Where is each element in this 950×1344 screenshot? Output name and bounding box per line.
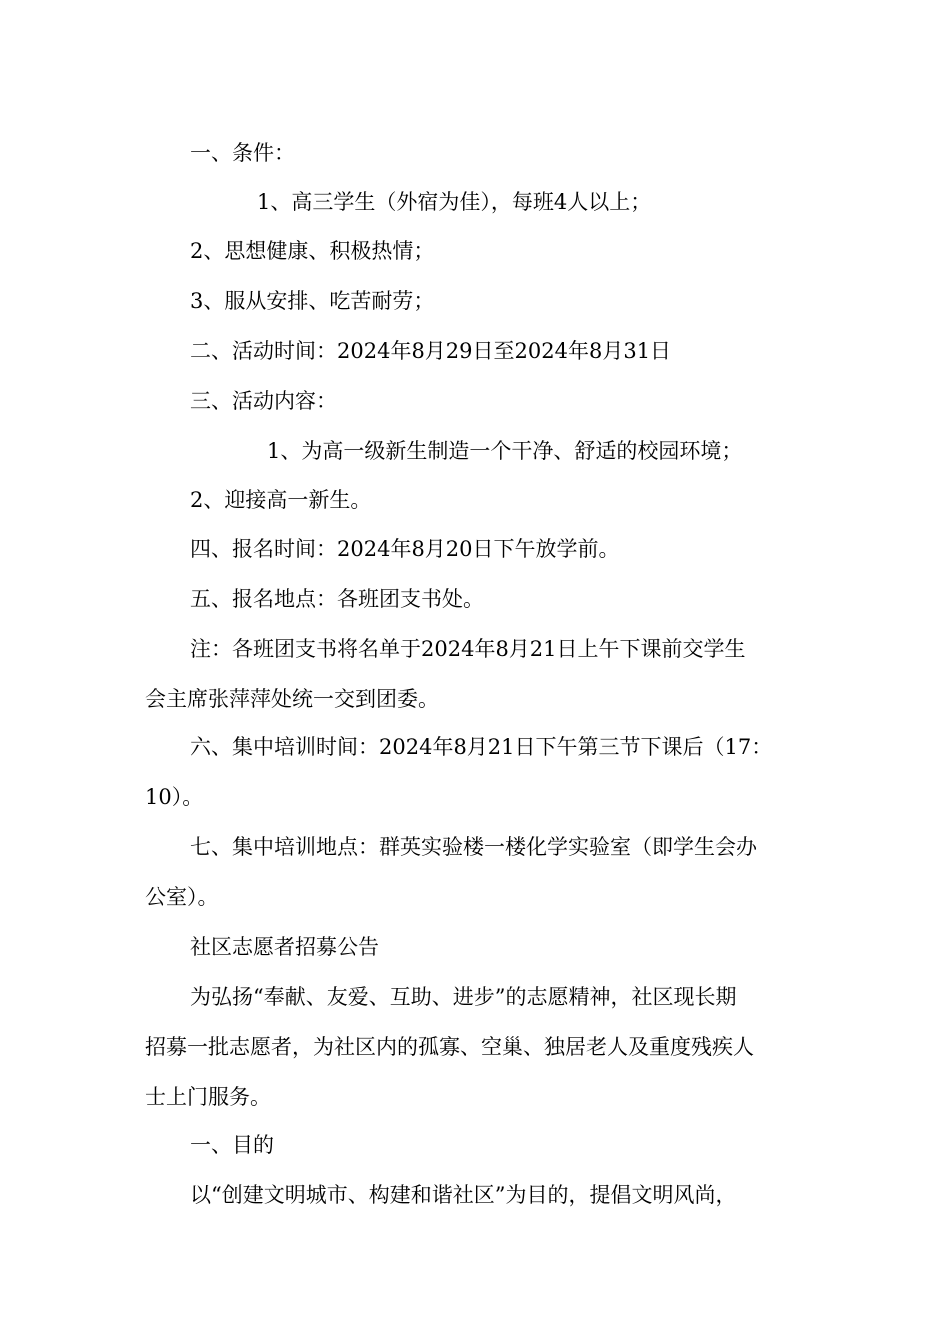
paragraph-line: 10）。 — [145, 785, 204, 809]
section-heading: 一、目的 — [190, 1133, 274, 1157]
section-heading: 一、条件： — [190, 141, 295, 165]
paragraph-line: 六、集中培训时间：2024年8月21日下午第三节下课后（17： — [190, 735, 773, 759]
paragraph-line: 公室）。 — [145, 885, 219, 909]
paragraph-line: 以“创建文明城市、构建和谐社区”为目的，提倡文明风尚， — [190, 1183, 737, 1207]
announcement-title: 社区志愿者招募公告 — [190, 935, 379, 959]
list-item: 2、思想健康、积极热情； — [190, 239, 435, 263]
paragraph-line: 为弘扬“奉献、友爱、互助、进步”的志愿精神，社区现长期 — [190, 985, 737, 1009]
section-heading: 五、报名地点：各班团支书处。 — [190, 587, 484, 611]
list-item: 1、高三学生（外宿为佳），每班4人以上； — [257, 190, 652, 214]
paragraph-line: 士上门服务。 — [145, 1085, 271, 1109]
paragraph-line: 会主席张萍萍处统一交到团委。 — [145, 687, 439, 711]
paragraph-line: 注：各班团支书将名单于2024年8月21日上午下课前交学生 — [190, 637, 746, 661]
paragraph-line: 七、集中培训地点：群英实验楼一楼化学实验室（即学生会办 — [190, 835, 757, 859]
paragraph-line: 招募一批志愿者，为社区内的孤寡、空巢、独居老人及重度残疾人 — [145, 1035, 754, 1059]
list-item: 3、服从安排、吃苦耐劳； — [190, 289, 435, 313]
list-item: 2、迎接高一新生。 — [190, 488, 372, 512]
section-heading: 三、活动内容： — [190, 389, 337, 413]
section-heading: 四、报名时间：2024年8月20日下午放学前。 — [190, 537, 620, 561]
list-item: 1、为高一级新生制造一个干净、舒适的校园环境； — [267, 439, 743, 463]
section-heading: 二、活动时间：2024年8月29日至2024年8月31日 — [190, 339, 672, 363]
